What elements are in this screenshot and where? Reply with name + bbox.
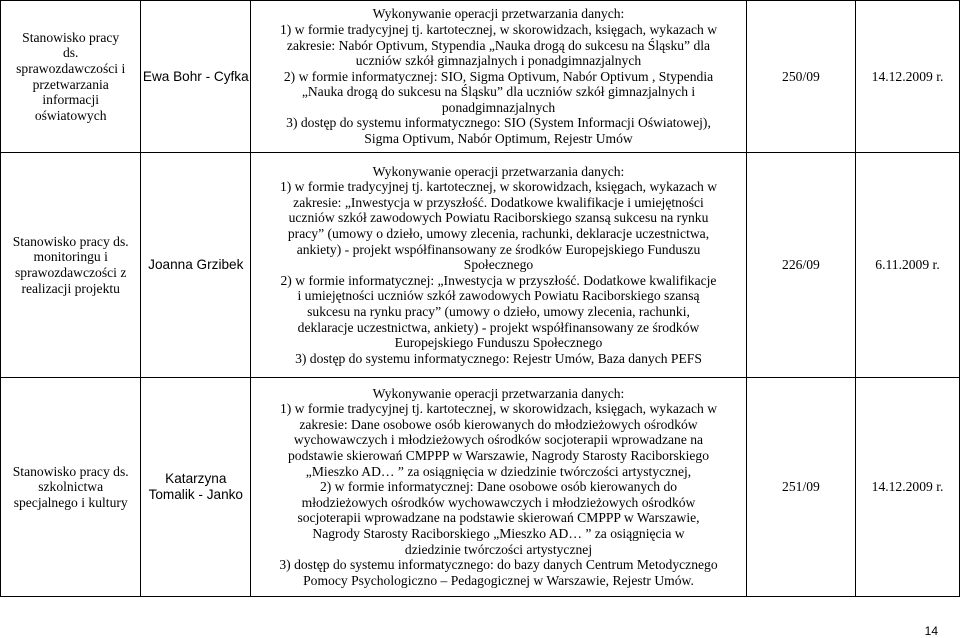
operations-cell: [251, 378, 747, 597]
operations-line: Wykonywanie operacji przetwarzania danych:: [372, 385, 625, 401]
operations-line: 1) w formie tradycyjnej tj. kartotecznej, w skorowidzach, księgach, wykazach w: [279, 179, 718, 195]
operations-line: Wykonywanie operacji przetwarzania danych:: [372, 163, 625, 179]
authorization-date: 14.12.2009 r.: [871, 68, 944, 84]
position-cell: [1, 1, 141, 153]
page-number: 14: [924, 624, 938, 638]
person-name: Joanna Grzibek: [148, 257, 244, 273]
authorization-number: 251/09: [782, 479, 820, 495]
person-cell: [141, 378, 251, 597]
operations-line: socjoterapii wprowadzane na podstawie skierowań CMPPP w Warszawie,: [297, 510, 700, 526]
position-line: specjalnego i kultury: [13, 494, 128, 510]
position-line: informacji: [42, 92, 99, 108]
authorization-date: 6.11.2009 r.: [875, 257, 940, 273]
position-line: ds.: [62, 45, 79, 61]
position-line: monitoringu i: [33, 249, 108, 265]
operations-line: „Mieszko AD… ” za osiągnięcia w dziedzinie twórczości artystycznej,: [305, 463, 692, 479]
position-line: Stanowisko pracy ds.: [12, 463, 129, 479]
table-row: [1, 153, 960, 378]
operations-line: 3) dostęp do systemu informatycznego: do bazy danych Centrum Metodycznego: [279, 557, 718, 573]
operations-line: uczniów szkół zawodowych Powiatu Raciborskiego szansą sukcesu na rynku: [288, 210, 709, 226]
operations-line: uczniów szkół gimnazjalnych i ponadgimnazjalnych: [355, 53, 642, 69]
operations-line: Sigma Optivum, Nabór Optimum, Rejestr Umów: [364, 131, 633, 147]
authorization-number: 226/09: [782, 257, 820, 273]
table-row: [1, 1, 960, 153]
number-cell: [746, 378, 855, 597]
operations-line: podstawie skierowań CMPPP w Warszawie, Nagrody Starosty Raciborskiego: [287, 448, 709, 464]
position-line: Stanowisko pracy ds.: [12, 233, 129, 249]
position-line: szkolnictwa: [38, 479, 104, 495]
position-line: Stanowisko pracy: [22, 29, 120, 45]
operations-cell: [251, 153, 747, 378]
position-line: przetwarzania: [32, 76, 109, 92]
operations-line: dziedzinie twórczości artystycznej: [404, 541, 593, 557]
position-line: sprawozdawczości z: [15, 265, 127, 280]
operations-line: Pomocy Psychologiczno – Pedagogicznej w Warszawie, Rejestr Umów.: [303, 572, 694, 588]
operations-line: 1) w formie tradycyjnej tj. kartotecznej, w skorowidzach, księgach, wykazach w: [279, 401, 718, 417]
operations-line: zakresie: „Inwestycja w przyszłość. Dodatkowe kwalifikacje i umiejętności: [293, 194, 704, 210]
position-cell: [1, 153, 141, 378]
operations-line: zakresie: Nabór Optivum, Stypendia „Nauka drogą do sukcesu na Śląsku” dla: [286, 37, 711, 53]
operations-line: 1) w formie tradycyjnej tj. kartotecznej, w skorowidzach, księgach, wykazach w: [279, 21, 718, 37]
operations-line: Wykonywanie operacji przetwarzania danych:: [372, 6, 625, 22]
operations-line: Nagrody Starosty Raciborskiego „Mieszko AD… ” za osiągnięcia w: [312, 525, 685, 541]
date-cell: [856, 1, 960, 153]
number-cell: [746, 153, 855, 378]
operations-line: Europejskiego Funduszu Społecznego: [394, 335, 603, 351]
position-line: sprawozdawczości i: [16, 60, 126, 76]
operations-line: 3) dostęp do systemu informatycznego: Rejestr Umów, Baza danych PEFS: [295, 350, 702, 366]
operations-line: zakresie: Dane osobowe osób kierowanych do młodzieżowych ośrodków: [299, 416, 698, 432]
operations-line: Społecznego: [463, 257, 534, 273]
operations-line: młodzieżowych ośrodków wychowawczych i młodzieżowych ośrodków: [301, 494, 696, 510]
person-name: Katarzyna Tomalik - Janko: [148, 471, 243, 502]
operations-line: sukcesu na rynku pracy” (umowy o dzieło, umowy zlecenia, rachunki,: [307, 303, 690, 319]
date-cell: [856, 153, 960, 378]
authorization-number: 250/09: [782, 68, 820, 84]
operations-line: ankiety) - projekt współfinansowany ze środków Europejskiego Funduszu: [296, 241, 701, 257]
person-cell: [141, 153, 251, 378]
operations-line: 2) w formie informatycznej: Dane osobowe osób kierowanych do: [319, 479, 678, 495]
position-cell: [1, 378, 141, 597]
operations-line: 2) w formie informatycznej: „Inwestycja w przyszłość. Dodatkowe kwalifikacje: [280, 272, 717, 288]
operations-line: deklaracje uczestnictwa, ankiety) - projekt współfinansowany ze środków: [297, 319, 700, 335]
operations-line: 3) dostęp do systemu informatycznego: SIO (System Informacji Oświatowej),: [286, 115, 711, 131]
authorization-date: 14.12.2009 r.: [871, 479, 944, 495]
position-line: oświatowych: [34, 107, 107, 123]
person-cell: [141, 1, 251, 153]
operations-line: ponadgimnazjalnych: [441, 99, 556, 115]
operations-line: wychowawczych i młodzieżowych ośrodków socjoterapii wprowadzane na: [293, 432, 704, 448]
operations-line: 2) w formie informatycznej: SIO, Sigma Optivum, Nabór Optivum , Stypendia: [283, 68, 714, 84]
operations-line: i umiejętności uczniów szkół zawodowych Powiatu Raciborskiego szansą: [297, 288, 700, 304]
date-cell: [856, 378, 960, 597]
operations-line: „Nauka drogą do sukcesu na Śląsku” dla uczniów szkół gimnazjalnych i: [301, 84, 696, 100]
table-row: [1, 378, 960, 597]
person-name: Ewa Bohr - Cyfka: [142, 68, 249, 84]
position-line: realizacji projektu: [21, 280, 120, 296]
operations-cell: [251, 1, 747, 153]
operations-line: pracy” (umowy o dzieło, umowy zlecenia, rachunki, deklaracje uczestnictwa,: [287, 226, 710, 242]
number-cell: [746, 1, 855, 153]
